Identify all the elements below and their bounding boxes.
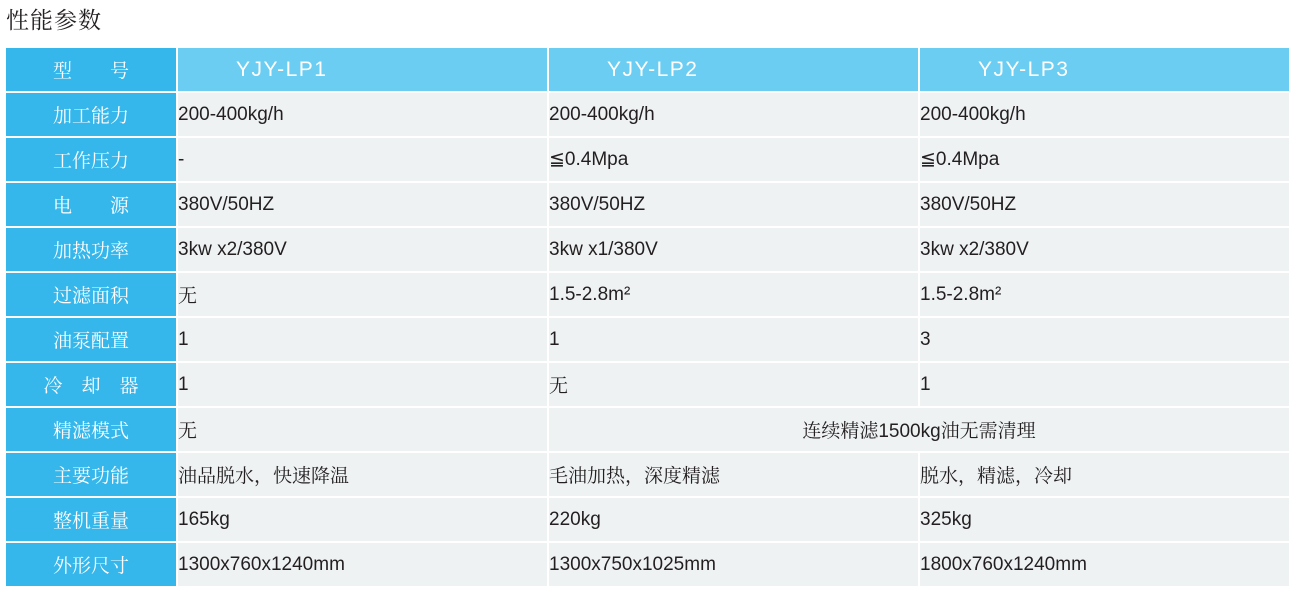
- cell-main-function-lp2: 毛油加热，深度精滤: [548, 452, 919, 497]
- table-row: [5, 317, 1290, 362]
- cell-pressure-lp3: ≦0.4Mpa: [919, 137, 1290, 182]
- table-row: [5, 497, 1290, 542]
- cell-dimensions-lp2: 1300x750x1025mm: [548, 542, 919, 587]
- cell-oil-pump-lp1: 1: [177, 317, 548, 362]
- cell-pressure-lp2: ≦0.4Mpa: [548, 137, 919, 182]
- column-header-lp3: YJY-LP3: [919, 47, 1290, 92]
- cell-capacity-lp3: 200-400kg/h: [919, 92, 1290, 137]
- table-row: [5, 137, 1290, 182]
- cell-oil-pump-lp2: 1: [548, 317, 919, 362]
- cell-cooler-lp3: 1: [919, 362, 1290, 407]
- cell-fine-filtration-lp2-lp3: 连续精滤1500kg油无需清理: [548, 407, 1290, 452]
- table-row: [5, 452, 1290, 497]
- specification-table: [4, 46, 1291, 588]
- row-label-capacity: 加工能力: [5, 92, 177, 137]
- column-header-model-label: 型 号: [5, 47, 177, 92]
- cell-power-supply-lp1: 380V/50HZ: [177, 182, 548, 227]
- row-label-weight: 整机重量: [5, 497, 177, 542]
- cell-filter-area-lp3: 1.5-2.8m²: [919, 272, 1290, 317]
- column-header-lp2: YJY-LP2: [548, 47, 919, 92]
- cell-main-function-lp1: 油品脱水，快速降温: [177, 452, 548, 497]
- cell-weight-lp1: 165kg: [177, 497, 548, 542]
- table-row: [5, 542, 1290, 587]
- page-title: 性能参数: [6, 7, 102, 33]
- row-label-oil-pump: 油泵配置: [5, 317, 177, 362]
- row-label-main-function: 主要功能: [5, 452, 177, 497]
- cell-main-function-lp3: 脱水，精滤，冷却: [919, 452, 1290, 497]
- row-label-heating-power: 加热功率: [5, 227, 177, 272]
- row-label-fine-filtration-mode: 精滤模式: [5, 407, 177, 452]
- cell-weight-lp2: 220kg: [548, 497, 919, 542]
- table-head: [5, 47, 1290, 92]
- row-label-cooler: 冷 却 器: [5, 362, 177, 407]
- cell-heating-power-lp1: 3kw x2/380V: [177, 227, 548, 272]
- table-row: [5, 182, 1290, 227]
- cell-cooler-lp2: 无: [548, 362, 919, 407]
- cell-cooler-lp1: 1: [177, 362, 548, 407]
- table-row: [5, 272, 1290, 317]
- row-label-filter-area: 过滤面积: [5, 272, 177, 317]
- cell-weight-lp3: 325kg: [919, 497, 1290, 542]
- table-row: [5, 92, 1290, 137]
- cell-dimensions-lp3: 1800x760x1240mm: [919, 542, 1290, 587]
- cell-dimensions-lp1: 1300x760x1240mm: [177, 542, 548, 587]
- table-row: [5, 407, 1290, 452]
- table-row: [5, 227, 1290, 272]
- cell-heating-power-lp3: 3kw x2/380V: [919, 227, 1290, 272]
- cell-power-supply-lp2: 380V/50HZ: [548, 182, 919, 227]
- table-header-row: [5, 47, 1290, 92]
- cell-oil-pump-lp3: 3: [919, 317, 1290, 362]
- cell-capacity-lp1: 200-400kg/h: [177, 92, 548, 137]
- cell-filter-area-lp2: 1.5-2.8m²: [548, 272, 919, 317]
- column-header-lp1: YJY-LP1: [177, 47, 548, 92]
- row-label-power-supply: 电 源: [5, 182, 177, 227]
- cell-pressure-lp1: -: [177, 137, 548, 182]
- cell-filter-area-lp1: 无: [177, 272, 548, 317]
- cell-power-supply-lp3: 380V/50HZ: [919, 182, 1290, 227]
- row-label-pressure: 工作压力: [5, 137, 177, 182]
- row-label-dimensions: 外形尺寸: [5, 542, 177, 587]
- table-row: [5, 362, 1290, 407]
- cell-capacity-lp2: 200-400kg/h: [548, 92, 919, 137]
- table-body: [5, 92, 1290, 587]
- cell-fine-filtration-lp1: 无: [177, 407, 548, 452]
- cell-heating-power-lp2: 3kw x1/380V: [548, 227, 919, 272]
